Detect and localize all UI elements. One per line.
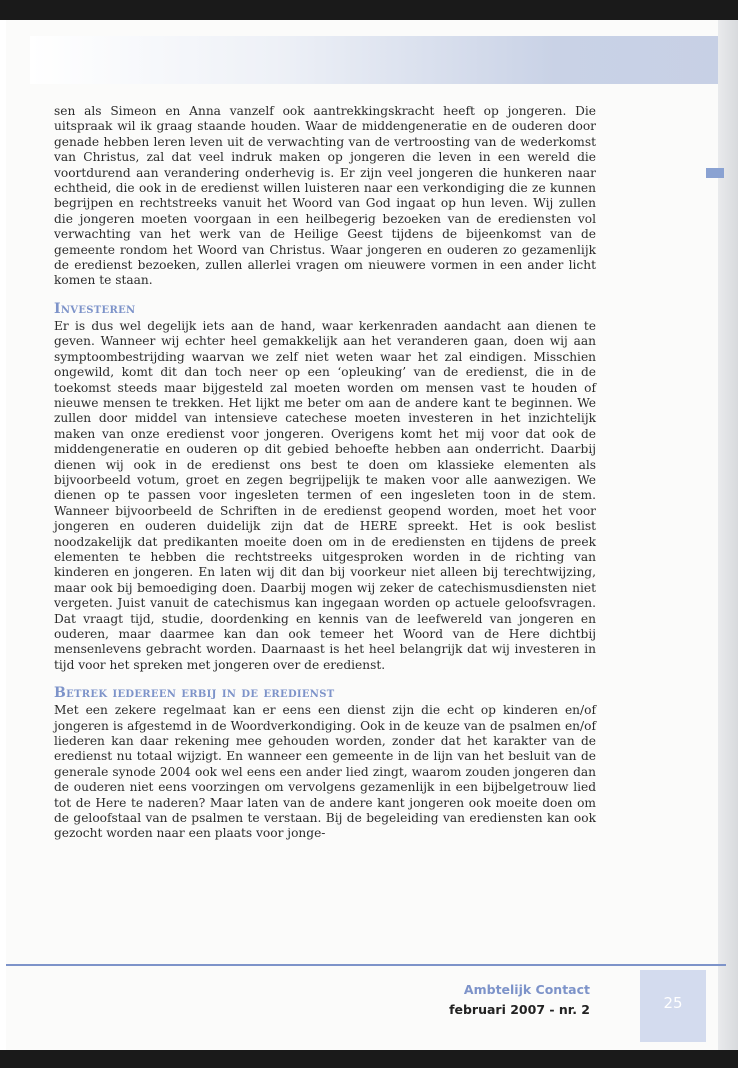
scan-top-border bbox=[0, 0, 738, 20]
article-body bbox=[54, 104, 596, 842]
chapter-side-marker bbox=[706, 168, 724, 178]
magazine-title: Ambtelijk Contact bbox=[463, 982, 590, 997]
article-paragraph: Met een zekere regelmaat kan er eens een dienst zijn die echt op kinderen en/of jongeren is afgestemd in de Woordverkondiging. Ook in de keuze van de psalmen en/of liederen kan daar rekening mee gehouden worden, zonder dat het karakter van de eredienst nu totaal wijzigt. En wanneer een gemeente in de lijn van het besluit van de generale synode 2004 ook wel eens een ander lied zingt, waarom zouden jongeren dan de ouderen niet eens voorzingen om vervolgens gezamenlijk in een bijbelgetrouw lied tot de Here te naderen? Maar laten van de andere kant jongeren ook moeite doen om de geloofstaal van de psalmen te verstaan. Bij de begeleiding van erediensten kan ook gezocht worden naar een plaats voor jonge- bbox=[54, 703, 596, 841]
article-paragraph: sen als Simeon en Anna vanzelf ook aantrekkingskracht heeft op jongeren. Die uitspraak wil ik graag staande houden. Waar de middengeneratie en de ouderen door genade hebben leren leven uit de verwachting van de vertroosting van de wederkomst van Christus, zal dat veel indruk maken op jongeren die leven in een wereld die voortdurend aan verandering onderhevig is. Er zijn veel jongeren die hunkeren naar echtheid, die ook in de eredienst willen luisteren naar een verkondiging die ze kunnen begrijpen en rechtstreeks vanuit het Woord van God ingaat op hun leven. Wij zullen die jongeren moeten voorgaan in een heilbegerig bezoeken van de erediensten vol verwachting van het werk van de Heilige Geest tijdens de bijeenkomst van de gemeente rondom het Woord van Christus. Waar jongeren en ouderen zo gezamenlijk de eredienst bezoeken, zullen allerlei vragen om nieuwere vormen in een ander licht komen te staan. bbox=[54, 104, 596, 288]
article-paragraph: Er is dus wel degelijk iets aan de hand, waar kerkenraden aandacht aan dienen te geven. Wanneer wij echter heel gemakkelijk aan het veranderen gaan, doen wij aan symptoombestrijding waarvan we zelf niet weten waar het zal eindigen. Misschien ongewild, komt dit dan toch neer op een ‘opleuking’ van de eredienst, die in de toekomst steeds maar bijgesteld zal moeten worden om mensen vast te houden of nieuwe mensen te trekken. Het lijkt me beter om aan de andere kant te beginnen. We zullen door middel van intensieve catechese moeten investeren in het inzichtelijk maken van onze eredienst voor jongeren. Overigens komt het mij voor dat ook de middengeneratie en ouderen op dit gebied behoefte hebben aan onderricht. Daarbij dienen wij ook in de eredienst ons best te doen om klassieke elementen als bijvoorbeeld votum, groet en zegen begrijpelijk te maken voor alle aanwezigen. We dienen op te passen voor ingesleten termen of een ingesleten toon in de stem. Wanneer bijvoorbeeld de Schriften in de eredienst geopend worden, moet het voor jongeren en ouderen duidelijk zijn dat de HERE spreekt. Het is ook beslist noodzakelijk dat predikanten moeite doen om in de erediensten en tijdens de preek elementen te hebben die rechtstreeks uitgesproken worden in de richting van kinderen en jongeren. En laten wij dit dan bij voorkeur niet alleen bij terechtwijzing, maar ook bij bemoediging doen. Daarbij mogen wij zeker de catechismusdiensten niet vergeten. Juist vanuit de catechismus kan ingegaan worden op actuele geloofsvragen. Dat vraagt tijd, studie, doordenking en kennis van de leefwereld van jongeren en ouderen, maar daarmee kan dan ook temeer het Woord van de Here dichtbij mensenlevens gebracht worden. Daarnaast is het heel belangrijk dat wij investeren in tijd voor het spreken met jongeren over de eredienst. bbox=[54, 318, 596, 672]
scan-bottom-border bbox=[0, 1050, 738, 1068]
section-heading-betrek-iedereen: Betrek iedereen erbij in de eredienst bbox=[54, 685, 335, 702]
footer-rule bbox=[6, 964, 726, 966]
header-gradient-band bbox=[30, 36, 730, 84]
section-heading-investeren: Investeren bbox=[54, 300, 136, 317]
issue-label: februari 2007 - nr. 2 bbox=[449, 1002, 590, 1017]
page-number: 25 bbox=[663, 994, 683, 1012]
